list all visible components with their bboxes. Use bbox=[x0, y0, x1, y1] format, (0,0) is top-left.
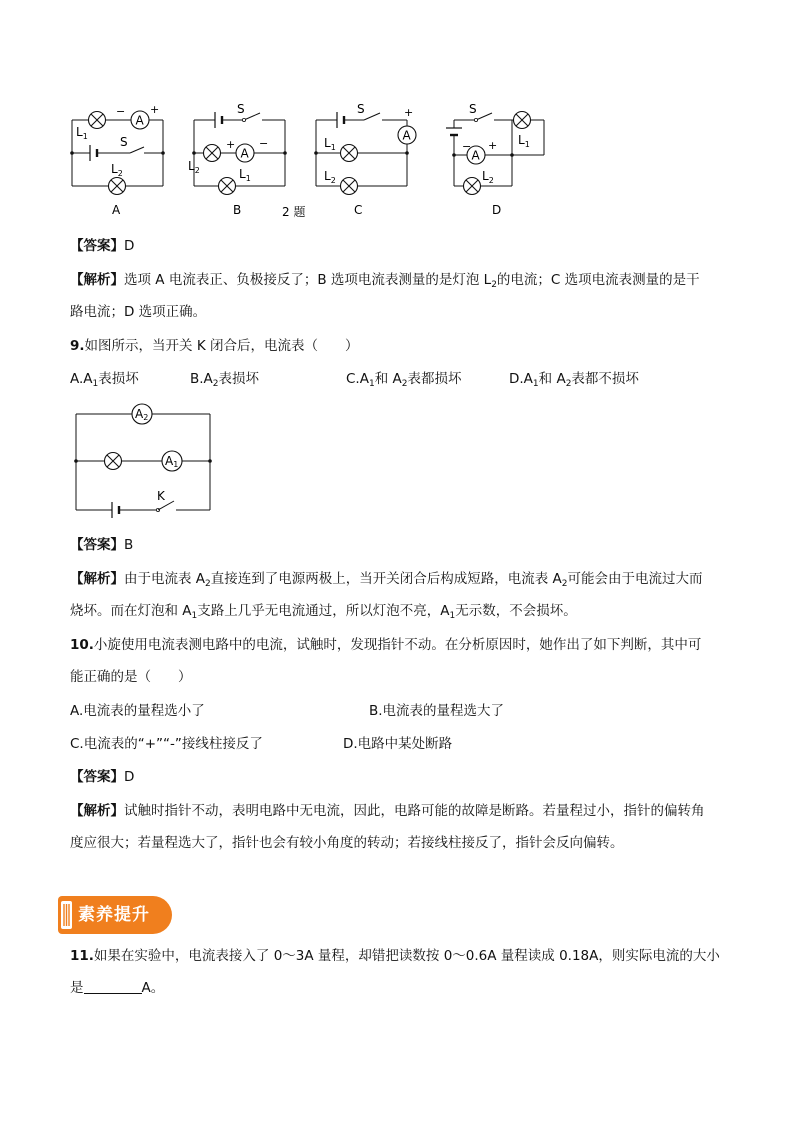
q9-option-d: $D.A_1$和 $A_2$表都不损坏 bbox=[509, 371, 639, 389]
plus-sign: + bbox=[488, 139, 498, 152]
q10-option-b: B.电流表的量程选大了 bbox=[369, 703, 505, 719]
circuit-figures-row bbox=[60, 98, 560, 226]
lamp-icon bbox=[204, 145, 221, 162]
label-l2: $L_2$ bbox=[188, 159, 200, 175]
analysis-text: 的电流；C 选项电流表测量的是干 bbox=[496, 272, 700, 288]
switch-k-label: K bbox=[157, 489, 165, 503]
q9-answer bbox=[70, 535, 730, 555]
plus-sign: + bbox=[404, 106, 414, 119]
ammeter-a2-label: A2 bbox=[135, 407, 149, 422]
analysis-tag: 【解析】 bbox=[70, 272, 124, 288]
question-text: A。 bbox=[141, 980, 165, 996]
q10-option-d: D.电路中某处断路 bbox=[343, 736, 453, 752]
analysis-text: 选项 A 电流表正、负极接反了；B 选项电流表测量的是灯泡 L bbox=[124, 272, 492, 288]
label-l1: $L_1$ bbox=[76, 125, 88, 141]
figure-label-c: C bbox=[354, 203, 363, 217]
label-l2: $L_2$ bbox=[111, 162, 123, 178]
answer-blank[interactable] bbox=[84, 979, 142, 994]
section-title: 素养提升 bbox=[78, 905, 150, 925]
plus-sign: + bbox=[150, 103, 160, 116]
q10-analysis-line1 bbox=[70, 801, 730, 821]
question-text: 小旋使用电流表测电路中的电流，试触时，发现指针不动。在分析原因时，她作出了如下判断，其中可 bbox=[93, 637, 702, 653]
lamp-icon bbox=[514, 112, 531, 129]
lamp-icon bbox=[219, 178, 236, 195]
q10-stem-line1 bbox=[70, 635, 730, 655]
ammeter-letter: A bbox=[471, 148, 480, 163]
figure-caption: 2 题 bbox=[282, 205, 306, 219]
q9-stem bbox=[70, 336, 730, 356]
label-l1: $L_1$ bbox=[239, 167, 251, 183]
q10-stem-line2 bbox=[70, 667, 730, 687]
figure-label-a: A bbox=[112, 203, 121, 217]
minus-sign: − bbox=[462, 140, 472, 153]
label-s: S bbox=[120, 135, 128, 149]
question-text: 是 bbox=[70, 980, 84, 996]
label-s: S bbox=[237, 102, 245, 116]
figure-label-b: B bbox=[233, 203, 242, 217]
q9-analysis-line2: 烧坏。而在灯泡和 $A_1$支路上几乎无电流通过，所以灯泡不亮，$A_1$无示数，不会损坏。 bbox=[70, 603, 577, 621]
q9-circuit-figure bbox=[68, 400, 218, 522]
label-l1: $L_1$ bbox=[518, 133, 530, 149]
label-s: S bbox=[469, 102, 477, 116]
analysis-text: 度应很大；若量程选大了，指针也会有较小角度的转动；若接线柱接反了，指针会反向偏转。 bbox=[70, 835, 624, 851]
minus-sign: − bbox=[116, 105, 126, 118]
question-text: 能正确的是（ ） bbox=[70, 669, 192, 685]
circuit-c bbox=[314, 102, 416, 217]
analysis-text: 试触时指针不动，表明电路中无电流，因此，电路可能的故障是断路。若量程过小，指针的偏转角 bbox=[124, 803, 705, 819]
label-l1: $L_1$ bbox=[324, 136, 336, 152]
circuit-d bbox=[446, 102, 544, 217]
q9-option-c: $C.A_1$和 $A_2$表都损坏 bbox=[346, 371, 462, 389]
answer-tag: 【答案】 bbox=[70, 537, 124, 553]
question-number: 9. bbox=[70, 338, 85, 354]
circuit-a bbox=[70, 103, 165, 217]
lamp-icon bbox=[341, 178, 358, 195]
lamp-icon bbox=[105, 453, 122, 470]
question-number: 10. bbox=[70, 637, 94, 653]
label-l2: $L_2$ bbox=[324, 169, 336, 185]
analysis-tag: 【解析】 bbox=[70, 571, 124, 587]
q9-option-b: $B.A_2$表损坏 bbox=[190, 371, 260, 389]
q10-answer bbox=[70, 767, 730, 787]
lamp-icon bbox=[464, 178, 481, 195]
label-s: S bbox=[357, 102, 365, 116]
answer-value: B bbox=[124, 537, 134, 553]
q10-analysis-line2 bbox=[70, 833, 730, 853]
q11-stem-line2 bbox=[70, 978, 730, 998]
q10-option-c: C.电流表的“+”“-”接线柱接反了 bbox=[70, 736, 263, 752]
ammeter-a1-label: A1 bbox=[165, 454, 179, 469]
q8-analysis-line1 bbox=[70, 270, 730, 290]
q9-analysis-line1: 【解析】由于电流表 $A_2$直接连到了电源两极上，当开关闭合后构成短路，电流表 $A_2$可能会由于电流过大而 bbox=[70, 571, 703, 589]
answer-tag: 【答案】 bbox=[70, 238, 124, 254]
lamp-icon bbox=[341, 145, 358, 162]
subscript: 2 bbox=[491, 280, 497, 290]
q8-answer bbox=[70, 236, 730, 256]
answer-value: D bbox=[124, 238, 135, 254]
answer-tag: 【答案】 bbox=[70, 769, 124, 785]
plus-sign: + bbox=[226, 138, 236, 151]
ammeter-letter: A bbox=[135, 113, 144, 128]
analysis-tag: 【解析】 bbox=[70, 803, 124, 819]
question-text: 如图所示，当开关 K 闭合后，电流表（ ） bbox=[84, 338, 359, 354]
analysis-text: 路电流；D 选项正确。 bbox=[70, 304, 207, 320]
question-number: 11. bbox=[70, 948, 94, 964]
answer-value: D bbox=[124, 769, 135, 785]
books-icon bbox=[61, 901, 73, 929]
figure-label-d: D bbox=[492, 203, 502, 217]
label-l2: $L_2$ bbox=[482, 169, 494, 185]
q11-stem-line1 bbox=[70, 946, 730, 966]
lamp-icon bbox=[89, 112, 106, 129]
minus-sign: − bbox=[259, 137, 269, 150]
question-text: 如果在实验中，电流表接入了 0～3A 量程，却错把读数按 0～0.6A 量程读成 0.18A，则实际电流的大小 bbox=[93, 948, 720, 964]
ammeter-letter: A bbox=[240, 146, 249, 161]
ammeter-letter: A bbox=[402, 128, 411, 143]
lamp-icon bbox=[109, 178, 126, 195]
circuit-b bbox=[188, 102, 287, 217]
q10-option-a: A.电流表的量程选小了 bbox=[70, 703, 205, 719]
q8-analysis-line2 bbox=[70, 302, 730, 322]
q9-option-a: $A.A_1$表损坏 bbox=[70, 371, 139, 389]
